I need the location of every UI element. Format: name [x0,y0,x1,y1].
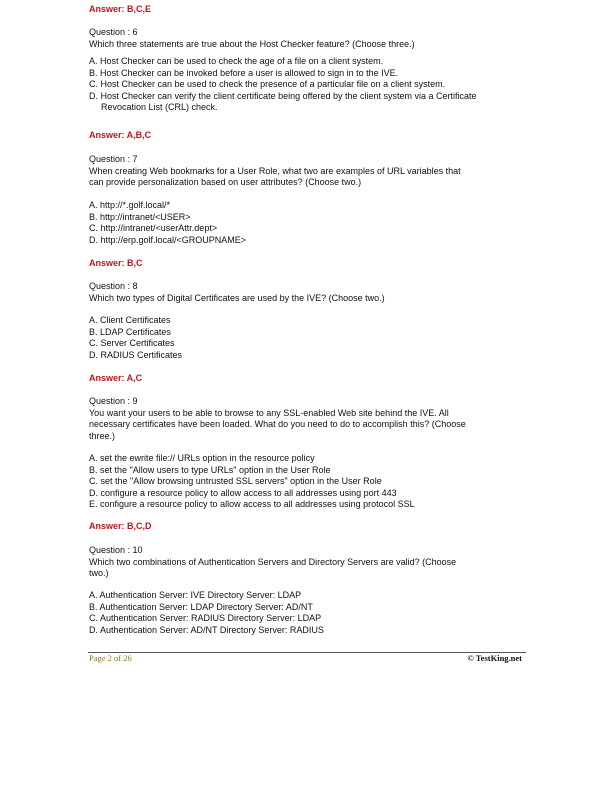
options-q6 [89,56,529,114]
question-text: Which two combinations of Authentication Servers and Directory Servers are valid? (Choose [89,556,457,567]
option: D. http://erp.golf.local/<GROUPNAME> [89,234,247,245]
page-number: Page 2 of 26 [89,653,132,663]
answer-q6: Answer: A,B,C [89,130,152,140]
option: D. Host Checker can verify the client certificate being offered by the client system via a Certificate [89,90,477,101]
question-text: two.) [89,568,109,578]
answer-q7: Answer: B,C [89,258,143,268]
option: A. Client Certificates [89,315,171,325]
option: A. http://*.golf.local/* [89,200,171,210]
question-text: When creating Web bookmarks for a User Role, what two are examples of URL variables that [89,165,461,176]
answer-q9: Answer: B,C,D [89,521,152,531]
option: E. configure a resource policy to allow access to all addresses using protocol SSL [89,499,415,509]
footer-divider [88,652,526,653]
question-10 [89,545,529,580]
option: D. RADIUS Certificates [89,349,183,360]
options-q8 [89,315,529,361]
question-7 [89,154,529,189]
options-q7 [89,200,529,246]
question-9 [89,396,529,442]
option: B. Authentication Server: LDAP Directory Server: AD/NT [89,601,313,612]
option: B. Host Checker can be invoked before a user is allowed to sign in to the IVE. [89,67,399,78]
question-title: Question : 8 [89,281,138,291]
question-text: can provide personalization based on user attributes? (Choose two.) [89,177,362,187]
option: C. Authentication Server: RADIUS Directory Server: LDAP [89,613,322,623]
question-text: Which three statements are true about the Host Checker feature? (Choose three.) [89,38,415,49]
question-text: You want your users to be able to browse to any SSL-enabled Web site behind the IVE. All [89,407,449,418]
question-6 [89,27,529,50]
question-text: Which two types of Digital Certificates are used by the IVE? (Choose two.) [89,292,385,303]
option: A. Host Checker can be used to check the age of a file on a client system. [89,56,384,66]
answer-q8: Answer: A,C [89,373,143,383]
question-title: Question : 10 [89,545,143,555]
option: B. http://intranet/<USER> [89,211,191,222]
option: C. Server Certificates [89,338,175,348]
answer-q5: Answer: B,C,E [89,4,152,14]
option: C. set the "Allow browsing untrusted SSL servers" option in the User Role [89,476,382,486]
option: D. Authentication Server: AD/NT Directory Server: RADIUS [89,624,324,635]
option: A. Authentication Server: IVE Directory Server: LDAP [89,590,302,600]
copyright: © TestKing.net [467,653,522,663]
option-continuation: Revocation List (CRL) check. [101,102,218,112]
question-text: necessary certificates have been loaded. What do you need to do to accomplish this? (Choose [89,419,466,429]
option: C. Host Checker can be used to check the presence of a particular file on a client system. [89,79,446,89]
option: D. configure a resource policy to allow access to all addresses using port 443 [89,487,397,498]
question-title: Question : 6 [89,27,138,37]
options-q10 [89,590,529,636]
question-title: Question : 7 [89,154,138,164]
option: C. http://intranet/<userAttr.dept> [89,223,218,233]
options-q9 [89,453,529,511]
question-title: Question : 9 [89,396,138,406]
question-text: three.) [89,430,116,441]
option: B. set the "Allow users to type URLs" option in the User Role [89,464,331,475]
option: A. set the ewrite file:// URLs option in the resource policy [89,453,315,463]
option: B. LDAP Certificates [89,326,171,337]
question-8 [89,281,529,304]
